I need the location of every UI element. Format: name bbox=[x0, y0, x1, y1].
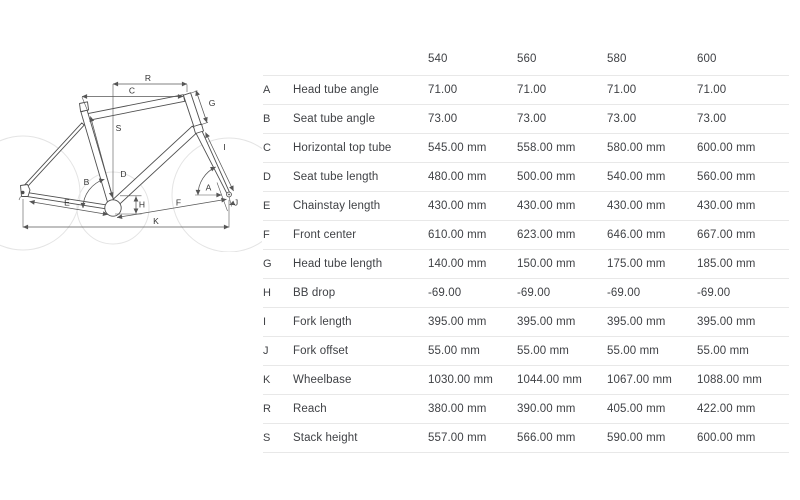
row-key: F bbox=[263, 229, 270, 241]
row-value: 430.00 mm bbox=[428, 200, 487, 212]
rear-axle bbox=[21, 191, 24, 194]
row-value: 500.00 mm bbox=[517, 171, 576, 183]
row-value: 71.00 bbox=[428, 84, 458, 96]
row-value: 1067.00 mm bbox=[607, 374, 672, 386]
row-value: 1044.00 mm bbox=[517, 374, 582, 386]
dim-label-f: F bbox=[175, 197, 182, 208]
row-value: 73.00 bbox=[428, 113, 458, 125]
row-value: -69.00 bbox=[697, 287, 731, 299]
row-value: 71.00 bbox=[517, 84, 547, 96]
row-value: 395.00 mm bbox=[428, 316, 487, 328]
frame-tubes bbox=[19, 93, 231, 216]
row-value: 390.00 mm bbox=[517, 403, 576, 415]
row-key: C bbox=[263, 142, 271, 154]
dim-label-g: G bbox=[208, 98, 216, 108]
row-value: 71.00 bbox=[697, 84, 727, 96]
row-label: Seat tube length bbox=[293, 171, 379, 183]
row-value: 395.00 mm bbox=[697, 316, 756, 328]
table-row bbox=[263, 250, 789, 279]
row-value: 73.00 bbox=[607, 113, 637, 125]
dim-label-h: H bbox=[138, 199, 146, 210]
row-value: 73.00 bbox=[517, 113, 547, 125]
row-key: K bbox=[263, 374, 271, 386]
row-value: 55.00 mm bbox=[697, 345, 749, 357]
row-key: S bbox=[263, 432, 271, 444]
row-key: B bbox=[263, 113, 271, 125]
row-label: Wheelbase bbox=[293, 374, 352, 386]
header-spacer bbox=[293, 44, 428, 75]
table-row bbox=[263, 424, 789, 453]
row-key: I bbox=[263, 316, 267, 328]
dim-label-s: S bbox=[115, 123, 122, 133]
row-value: 480.00 mm bbox=[428, 171, 487, 183]
row-label: Head tube length bbox=[293, 258, 383, 270]
row-label: Stack height bbox=[293, 432, 358, 444]
row-value: 150.00 mm bbox=[517, 258, 576, 270]
table-row bbox=[263, 279, 789, 308]
table-row bbox=[263, 366, 789, 395]
table-row bbox=[263, 134, 789, 163]
row-key: A bbox=[263, 84, 271, 96]
row-value: 430.00 mm bbox=[697, 200, 756, 212]
dim-label-j: J bbox=[233, 197, 239, 208]
row-value: 1088.00 mm bbox=[697, 374, 762, 386]
row-label: Fork offset bbox=[293, 345, 349, 357]
row-label: Fork length bbox=[293, 316, 352, 328]
row-value: 1030.00 mm bbox=[428, 374, 493, 386]
row-value: 600.00 mm bbox=[697, 142, 756, 154]
row-value: 566.00 mm bbox=[517, 432, 576, 444]
row-value: 71.00 bbox=[607, 84, 637, 96]
table-row bbox=[263, 395, 789, 424]
row-value: 667.00 mm bbox=[697, 229, 756, 241]
column-header-540: 540 bbox=[428, 53, 448, 65]
row-label: Horizontal top tube bbox=[293, 142, 392, 154]
table-row bbox=[263, 163, 789, 192]
dim-label-c: C bbox=[128, 85, 136, 96]
row-value: 55.00 mm bbox=[428, 345, 480, 357]
row-value: 600.00 mm bbox=[697, 432, 756, 444]
row-value: 422.00 mm bbox=[697, 403, 756, 415]
row-value: 560.00 mm bbox=[697, 171, 756, 183]
dim-label-k: K bbox=[153, 216, 159, 226]
row-value: -69.00 bbox=[517, 287, 551, 299]
row-value: 73.00 bbox=[697, 113, 727, 125]
dim-label-i: I bbox=[223, 142, 226, 152]
row-key: G bbox=[263, 258, 272, 270]
row-value: 646.00 mm bbox=[607, 229, 666, 241]
row-value: 430.00 mm bbox=[517, 200, 576, 212]
row-key: R bbox=[263, 403, 271, 415]
column-header-580: 580 bbox=[607, 53, 627, 65]
row-value: 610.00 mm bbox=[428, 229, 487, 241]
column-header-560: 560 bbox=[517, 53, 537, 65]
table-header-row bbox=[263, 44, 789, 76]
dim-label-d: D bbox=[120, 169, 127, 179]
row-value: 395.00 mm bbox=[517, 316, 576, 328]
row-value: 590.00 mm bbox=[607, 432, 666, 444]
row-key: D bbox=[263, 171, 271, 183]
row-key: H bbox=[263, 287, 271, 299]
row-key: E bbox=[263, 200, 271, 212]
row-label: Head tube angle bbox=[293, 84, 379, 96]
row-value: 55.00 mm bbox=[607, 345, 659, 357]
row-value: 545.00 mm bbox=[428, 142, 487, 154]
row-value: -69.00 bbox=[428, 287, 462, 299]
row-value: 140.00 mm bbox=[428, 258, 487, 270]
table-row bbox=[263, 337, 789, 366]
row-label: Seat tube angle bbox=[293, 113, 376, 125]
row-value: 405.00 mm bbox=[607, 403, 666, 415]
row-value: 395.00 mm bbox=[607, 316, 666, 328]
table-row bbox=[263, 192, 789, 221]
row-label: Front center bbox=[293, 229, 357, 241]
row-label: Chainstay length bbox=[293, 200, 381, 212]
row-value: 185.00 mm bbox=[697, 258, 756, 270]
table-row bbox=[263, 105, 789, 134]
row-value: 380.00 mm bbox=[428, 403, 487, 415]
row-label: BB drop bbox=[293, 287, 336, 299]
dim-label-b: B bbox=[83, 177, 90, 187]
table-row bbox=[263, 221, 789, 250]
row-value: -69.00 bbox=[607, 287, 641, 299]
header-spacer bbox=[263, 44, 293, 75]
frame-geometry-diagram bbox=[0, 0, 262, 252]
dim-label-e: E bbox=[64, 197, 70, 208]
row-value: 557.00 mm bbox=[428, 432, 487, 444]
row-label: Reach bbox=[293, 403, 327, 415]
row-value: 580.00 mm bbox=[607, 142, 666, 154]
row-key: J bbox=[263, 345, 269, 357]
row-value: 558.00 mm bbox=[517, 142, 576, 154]
rear-dropout bbox=[21, 185, 31, 197]
column-header-600: 600 bbox=[697, 53, 717, 65]
row-value: 540.00 mm bbox=[607, 171, 666, 183]
table-row bbox=[263, 76, 789, 105]
geometry-table bbox=[263, 44, 789, 453]
dim-label-r: R bbox=[144, 73, 152, 83]
row-value: 430.00 mm bbox=[607, 200, 666, 212]
row-value: 175.00 mm bbox=[607, 258, 666, 270]
dim-label-a: A bbox=[205, 182, 212, 193]
table-row bbox=[263, 308, 789, 337]
row-value: 55.00 mm bbox=[517, 345, 569, 357]
row-value: 623.00 mm bbox=[517, 229, 576, 241]
